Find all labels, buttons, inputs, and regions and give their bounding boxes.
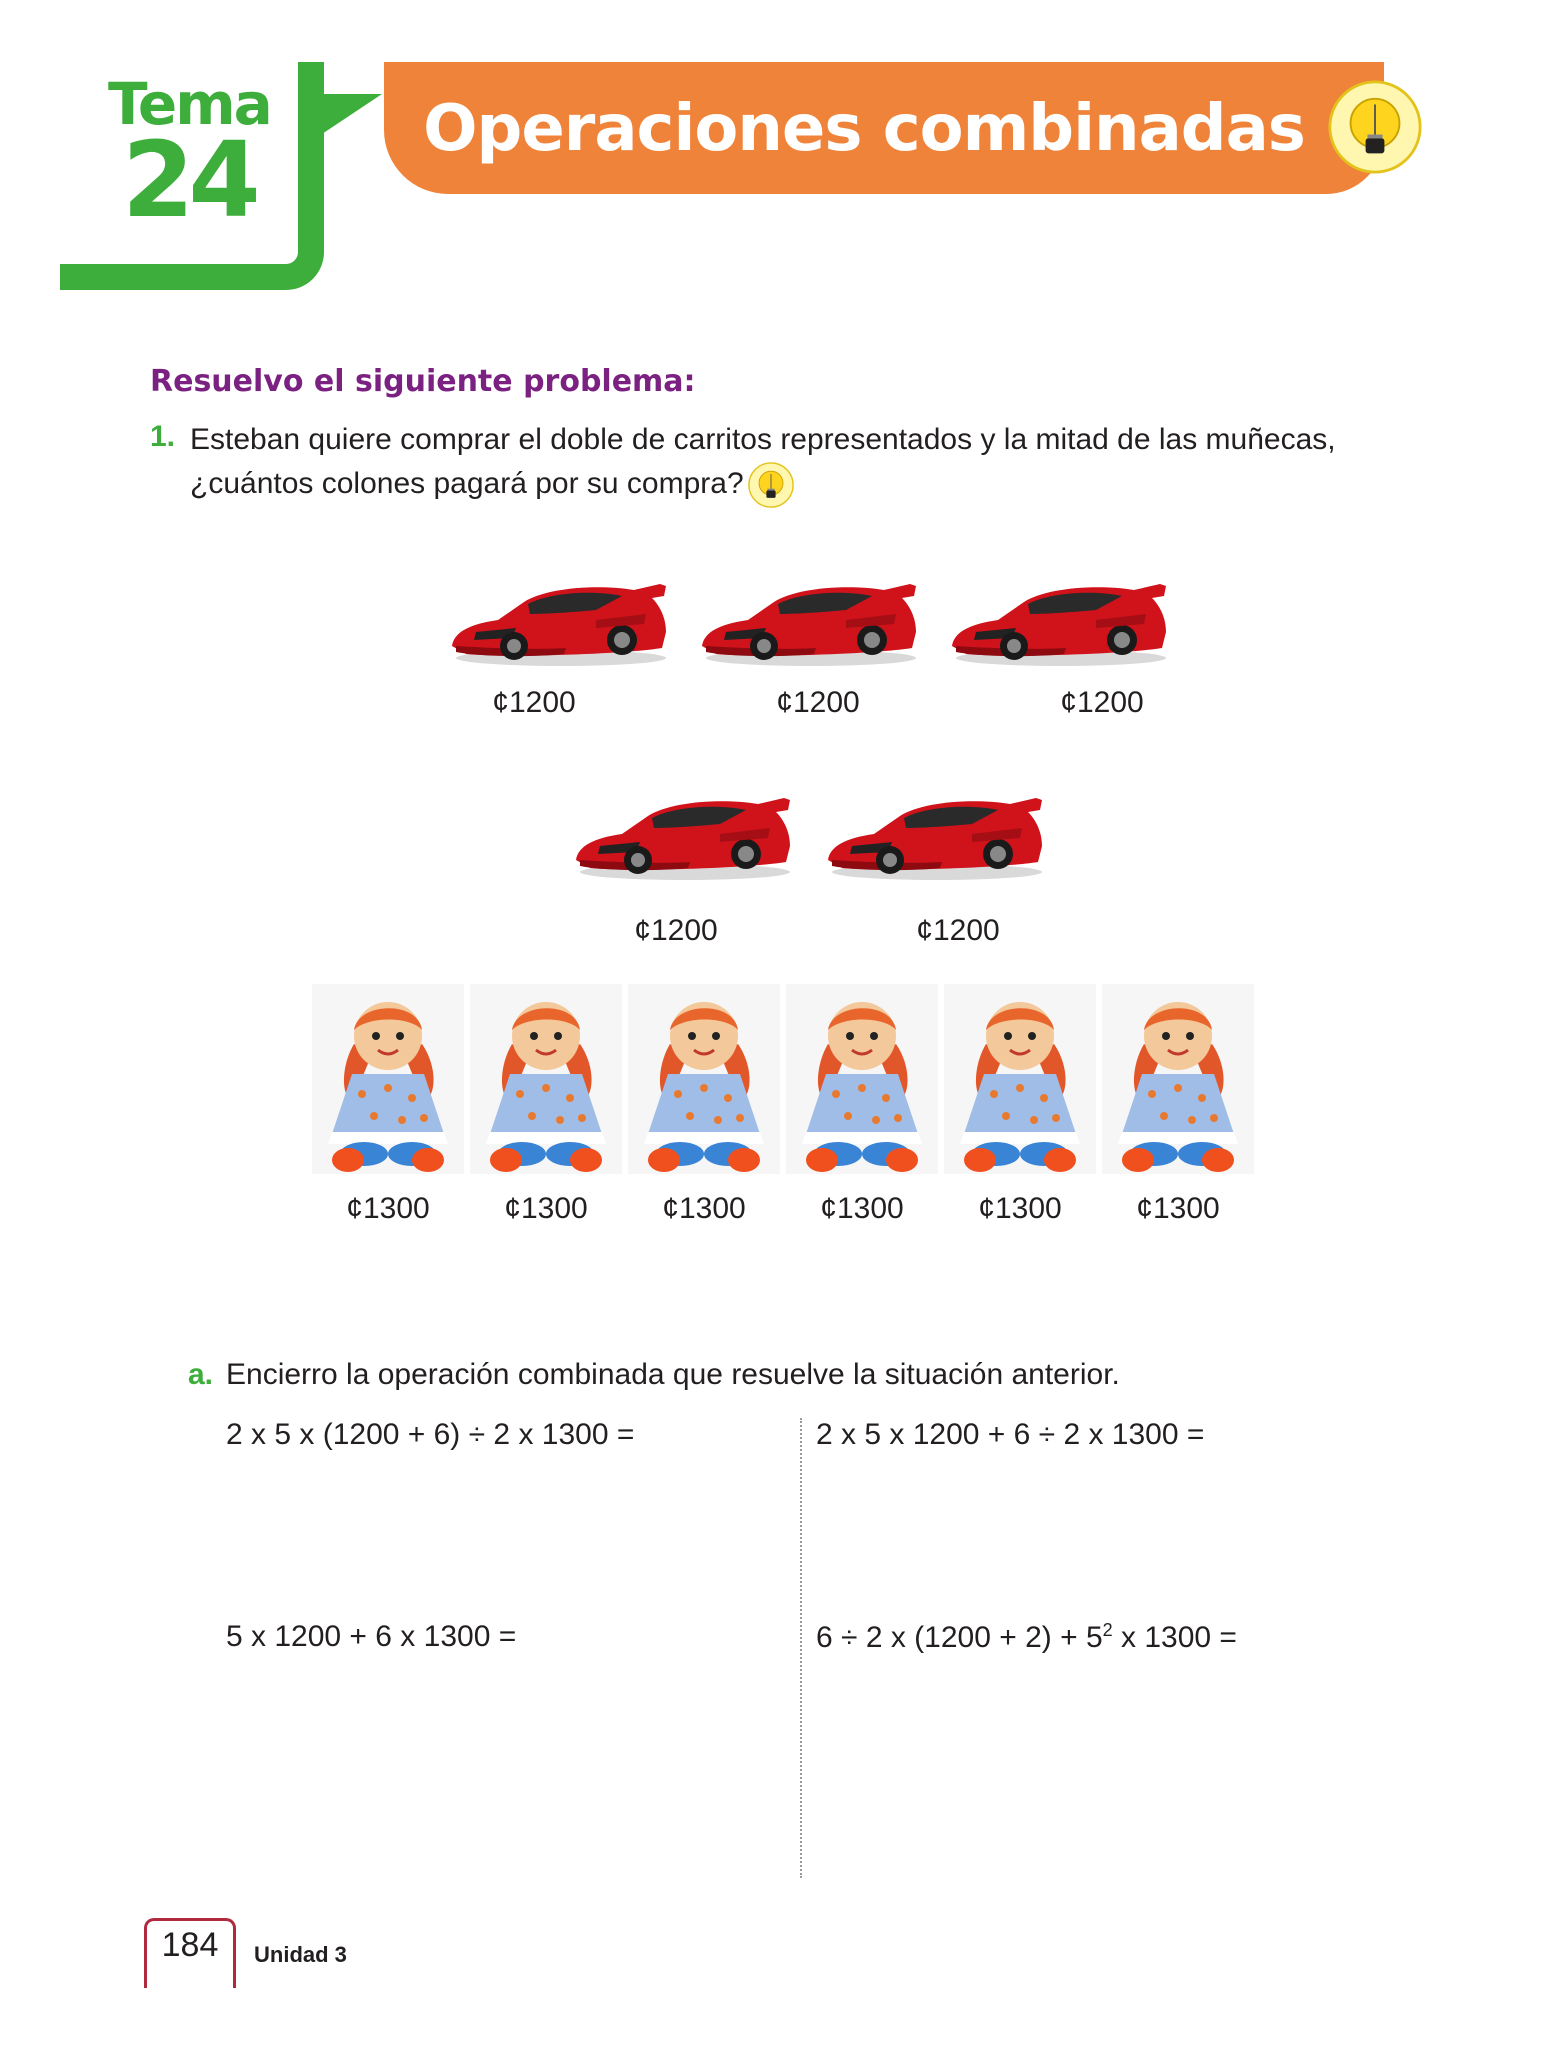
part-a-instruction: Encierro la operación combinada que resuelve la situación anterior. [226,1358,1120,1391]
doll-price: ¢1300 [504,1192,588,1225]
operation-option-4-tail: x 1300 = [1112,1621,1237,1654]
doll-price: ¢1300 [978,1192,1062,1225]
car-image [696,562,922,668]
car-price: ¢1200 [916,914,1000,947]
operation-option-3[interactable]: 5 x 1200 + 6 x 1300 = [226,1620,517,1653]
part-a-label: a. [188,1358,214,1391]
exponent: 2 [1102,1620,1113,1640]
car-image [570,776,796,882]
tema-number: 24 [122,119,255,241]
car-price: ¢1200 [634,914,718,947]
car-price: ¢1200 [1060,686,1144,719]
unit-label: Unidad 3 [254,1942,347,1967]
operation-option-2[interactable]: 2 x 5 x 1200 + 6 ÷ 2 x 1300 = [816,1418,1205,1451]
doll-price: ¢1300 [820,1192,904,1225]
lightbulb-icon [1328,80,1422,174]
green-wedge [322,94,382,134]
lightbulb-icon [748,462,794,508]
doll-image [1102,984,1254,1174]
page-number: 184 [161,1926,219,1964]
column-divider [800,1418,802,1878]
page-title: Operaciones combinadas [423,92,1305,166]
tema-label: Tema [108,70,271,138]
section-subtitle: Resuelvo el siguiente problema: [150,364,696,399]
doll-image [312,984,464,1174]
doll-price: ¢1300 [662,1192,746,1225]
car-image [822,776,1048,882]
car-price: ¢1200 [492,686,576,719]
doll-image [786,984,938,1174]
operation-option-1[interactable]: 2 x 5 x (1200 + 6) ÷ 2 x 1300 = [226,1418,635,1451]
doll-price: ¢1300 [1136,1192,1220,1225]
operation-option-4-main: 6 ÷ 2 x (1200 + 2) + 5 [816,1621,1103,1654]
car-image [946,562,1172,668]
operation-option-4[interactable] [816,1620,1237,1655]
car-image [446,562,672,668]
doll-image [944,984,1096,1174]
doll-price: ¢1300 [346,1192,430,1225]
car-price: ¢1200 [776,686,860,719]
question-number: 1. [150,420,176,453]
question-text [190,418,1410,508]
question-body: Esteban quiere comprar el doble de carritos representados y la mitad de las muñecas, ¿cuántos colones pagará por su compra? [190,423,1336,500]
doll-image [470,984,622,1174]
doll-image [628,984,780,1174]
